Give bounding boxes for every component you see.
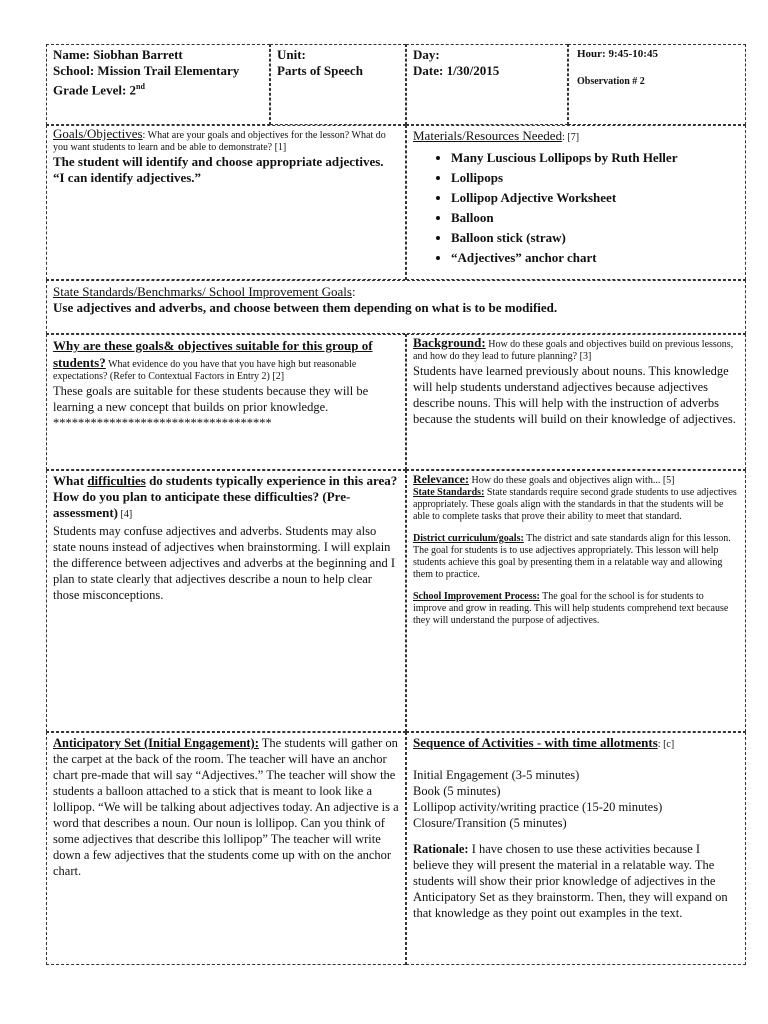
materials-cell — [406, 125, 746, 280]
unit-label: Unit: — [277, 47, 306, 62]
why-heading: Why are these goals& objectives suitable for this group of students? What evidence do you have that you have high but reasonable expectations? (Refer to Contextual Factors in Entry 2) [2] — [53, 338, 373, 382]
sequence-item: Initial Engagement (3-5 minutes) — [413, 768, 580, 782]
goals-cell — [46, 125, 406, 280]
materials-heading: Materials/Resources Needed: [7] — [413, 128, 580, 143]
list-item: • “Adjectives” anchor chart — [451, 248, 739, 268]
sequence-item: Lollipop activity/writing practice (15-20 minutes) — [413, 800, 663, 814]
sequence-heading: Sequence of Activities - with time allotments: [c] — [413, 735, 675, 750]
list-item: • Balloon — [451, 208, 739, 228]
header-day-cell — [406, 44, 568, 125]
list-item: • Lollipop Adjective Worksheet — [451, 188, 739, 208]
background-cell — [406, 334, 746, 470]
goals-quote: “I can identify adjectives.” — [53, 170, 202, 185]
header-name-cell — [46, 44, 270, 125]
day-label: Day: — [413, 47, 440, 62]
list-item: • Balloon stick (straw) — [451, 228, 739, 248]
sequence-item: Book (5 minutes) — [413, 784, 501, 798]
sequence-cell — [406, 732, 746, 965]
sequence-item: Closure/Transition (5 minutes) — [413, 816, 567, 830]
date: Date: 1/30/2015 — [413, 63, 500, 78]
difficulties-cell — [46, 470, 406, 732]
relevance-school: School Improvement Process: The goal for the school is for students to improve and grow in reading. This will help students comprehend text because they will understand the purpose of adjectives. — [413, 591, 729, 626]
list-item: • Lollipops — [451, 168, 739, 188]
relevance-cell — [406, 470, 746, 732]
rationale-text: Rationale: I have chosen to use these activities because I believe they will present the material in a relatable way. The students will show their prior knowledge of adjectives in the Anticipatory Set as they brainstorm. Then, they will expand on that knowledge as they point out examples in the text. — [413, 842, 728, 920]
difficulties-text: Students may confuse adjectives and adverbs. Students may also state nouns instead of adjectives when brainstorming. I will explain the difference between adjectives and adverbs at the beginning and I plan to state clearly that adjectives describe a noun to help clear those misconceptions. — [53, 524, 395, 602]
anticipatory-cell — [46, 732, 406, 965]
goals-heading: Goals/Objectives: What are your goals and objectives for the lesson? What do you want students to learn and be able to demonstrate? [1] — [53, 126, 386, 153]
standards-cell — [46, 280, 746, 334]
why-cell — [46, 334, 406, 470]
header-unit-cell — [270, 44, 406, 125]
goals-statement: The student will identify and choose appropriate adjectives. — [53, 154, 384, 169]
standards-heading: State Standards/Benchmarks/ School Improvement Goals: — [53, 284, 356, 299]
header-hour-cell — [568, 44, 746, 125]
relevance-state: State Standards: State standards require second grade students to use adjectives appropriately. These goals align with the standards in that the students will be able to complete tasks that prove their ability to meet that standard. — [413, 487, 737, 522]
standards-text: Use adjectives and adverbs, and choose between them depending on what is to be modified. — [53, 300, 558, 315]
grade-level: Grade Level: 2nd — [53, 82, 145, 98]
school-name: School: Mission Trail Elementary — [53, 63, 240, 78]
why-text: These goals are suitable for these students because they will be learning a new concept that builds on prior knowledge. *********************************** — [53, 384, 369, 430]
teacher-name: Name: Siobhan Barrett — [53, 47, 183, 62]
relevance-heading: Relevance: How do these goals and objectives align with... [5] — [413, 472, 675, 486]
anticipatory-text: Anticipatory Set (Initial Engagement): The students will gather on the carpet at the back of the room. The teacher will have an anchor chart pre-made that will say “Adjectives.” The teacher will show the students a balloon attached to a stick that is meant to look like a lollipop. “We will be talking about adjectives today. An adjective is a word that describes a noun. Our noun is lollipop. Can you think of some adjectives that describe this lollipop” The teacher will write down a few adjectives that the students come up with on the anchor chart. — [53, 736, 399, 878]
list-item: • Many Luscious Lollipops by Ruth Heller — [451, 148, 739, 168]
background-heading: Background: How do these goals and objectives build on previous lessons, and how do they lead to future planning? [3] — [413, 335, 734, 362]
materials-list — [413, 148, 739, 268]
unit-value: Parts of Speech — [277, 63, 363, 78]
observation-number: Observation # 2 — [577, 76, 645, 87]
difficulties-heading: What difficulties do students typically experience in this area? How do you plan to anticipate these difficulties? (Pre-assessment) [4] — [53, 473, 398, 520]
relevance-district: District curriculum/goals: The district and sate standards align for this lesson. The goal for students is to use adjectives appropriately. This lesson will help students achieve this goal by presenting them in a relatable way and allowing them to practice. — [413, 533, 731, 580]
background-text: Students have learned previously about nouns. This knowledge will help students understand adjectives because adjectives describe nouns. This will help with the instruction of adverbs because the students will build on their knowledge of adjectives. — [413, 364, 736, 426]
hour: Hour: 9:45-10:45 — [577, 48, 658, 60]
